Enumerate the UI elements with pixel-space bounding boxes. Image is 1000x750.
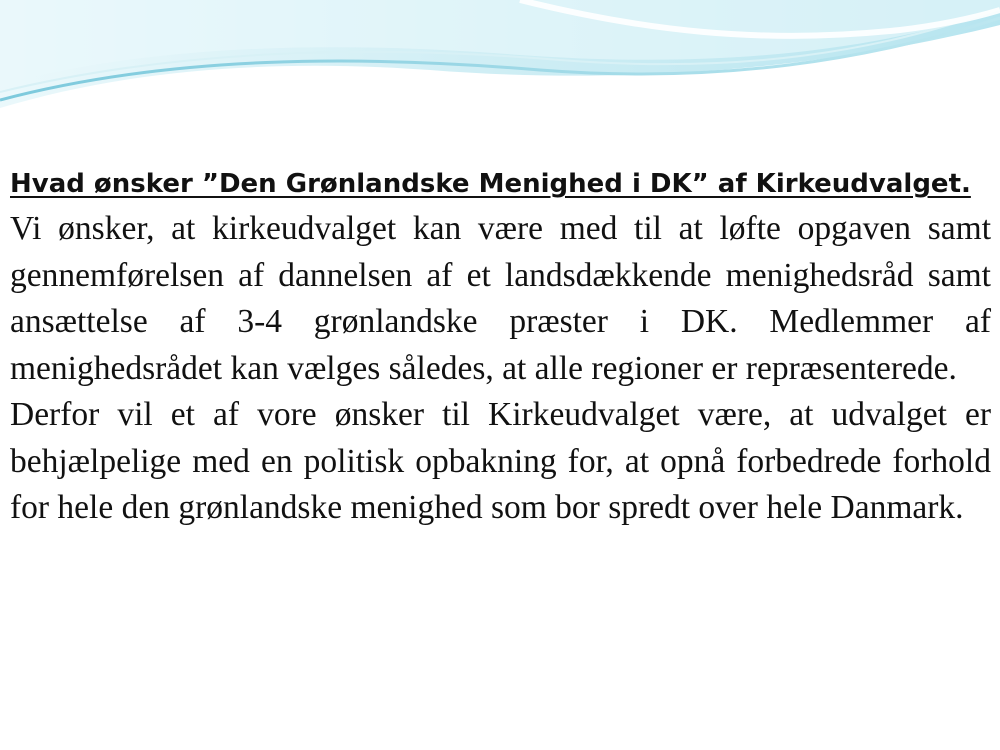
slide-heading: Hvad ønsker ”Den Grønlandske Menighed i DK” af Kirkeudvalget. bbox=[10, 169, 971, 199]
paragraph-wishes: Vi ønsker, at kirkeudvalget kan være med til at løfte opgaven samt gennemførelsen af dannelsen af et landsdækkende menighedsråd samt ansættelse af 3-4 grønlandske præster i DK. Medlemmer af menighedsrådet kan vælges således, at alle regioner er repræsenterede. bbox=[10, 210, 991, 387]
decorative-wave-header bbox=[0, 0, 1000, 130]
paragraph-request: Derfor vil et af vore ønsker til Kirkeudvalget være, at udvalget er behjælpelige med en politisk opbakning for, at opnå forbedrede forhold for hele den grønlandske menighed som bor spredt over hele Danmark. bbox=[10, 396, 991, 526]
slide-content bbox=[10, 163, 991, 532]
